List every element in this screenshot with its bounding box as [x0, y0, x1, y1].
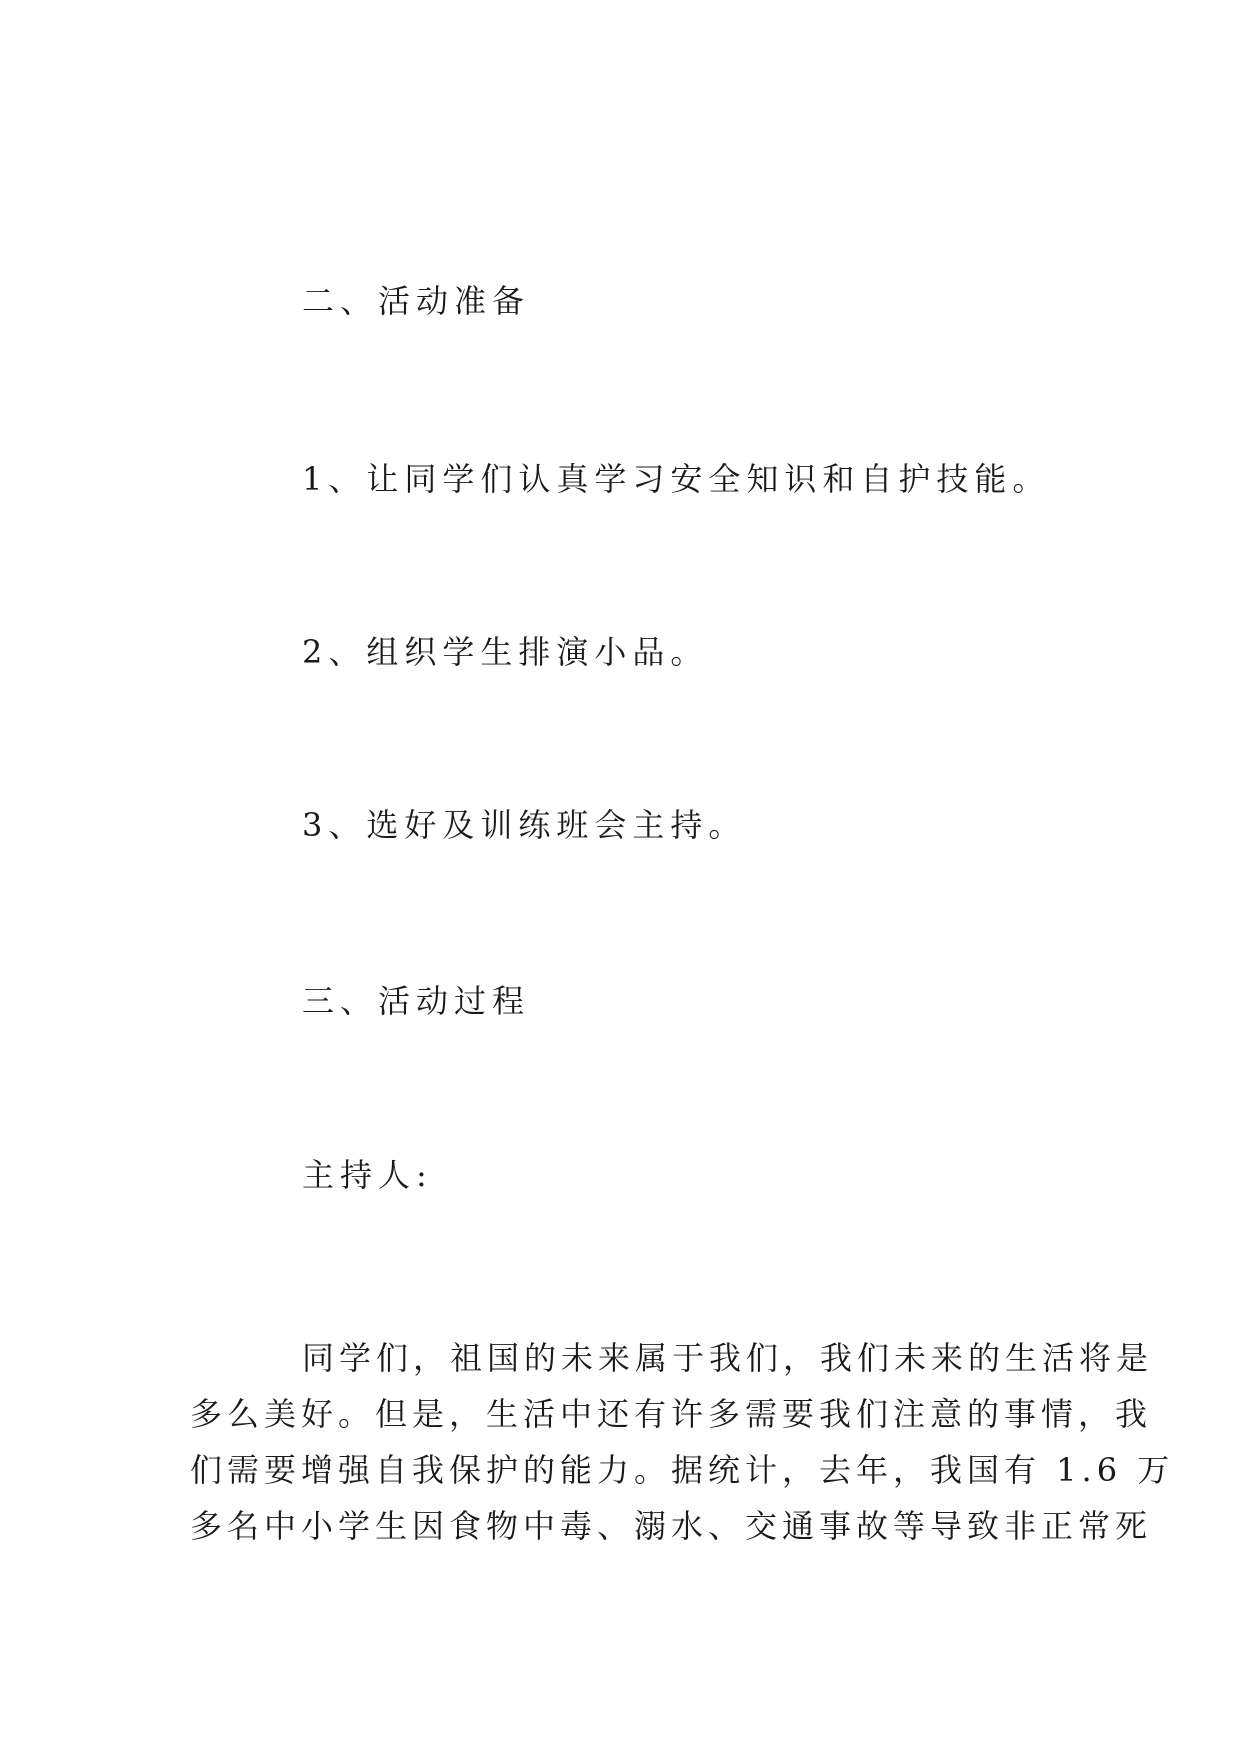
section-heading-process: 三、活动过程	[302, 982, 531, 1020]
speaker-label: 主持人:	[302, 1156, 433, 1194]
preparation-item-2: 2、组织学生排演小品。	[302, 633, 709, 671]
preparation-item-3: 3、选好及训练班会主持。	[302, 806, 747, 844]
preparation-item-1: 1、让同学们认真学习安全知识和自护技能。	[302, 460, 1051, 498]
paragraph-line: 多么美好。但是，生活中还有许多需要我们注意的事情，我	[190, 1395, 1153, 1433]
paragraph-line: 多名中小学生因食物中毒、溺水、交通事故等导致非正常死	[190, 1507, 1153, 1545]
paragraph-line: 同学们，祖国的未来属于我们，我们未来的生活将是	[302, 1339, 1154, 1377]
section-heading-preparation: 二、活动准备	[302, 282, 531, 320]
body-paragraph	[190, 1330, 1175, 1554]
paragraph-line: 们需要增强自我保护的能力。据统计，去年，我国有 1.6 万	[190, 1451, 1175, 1489]
